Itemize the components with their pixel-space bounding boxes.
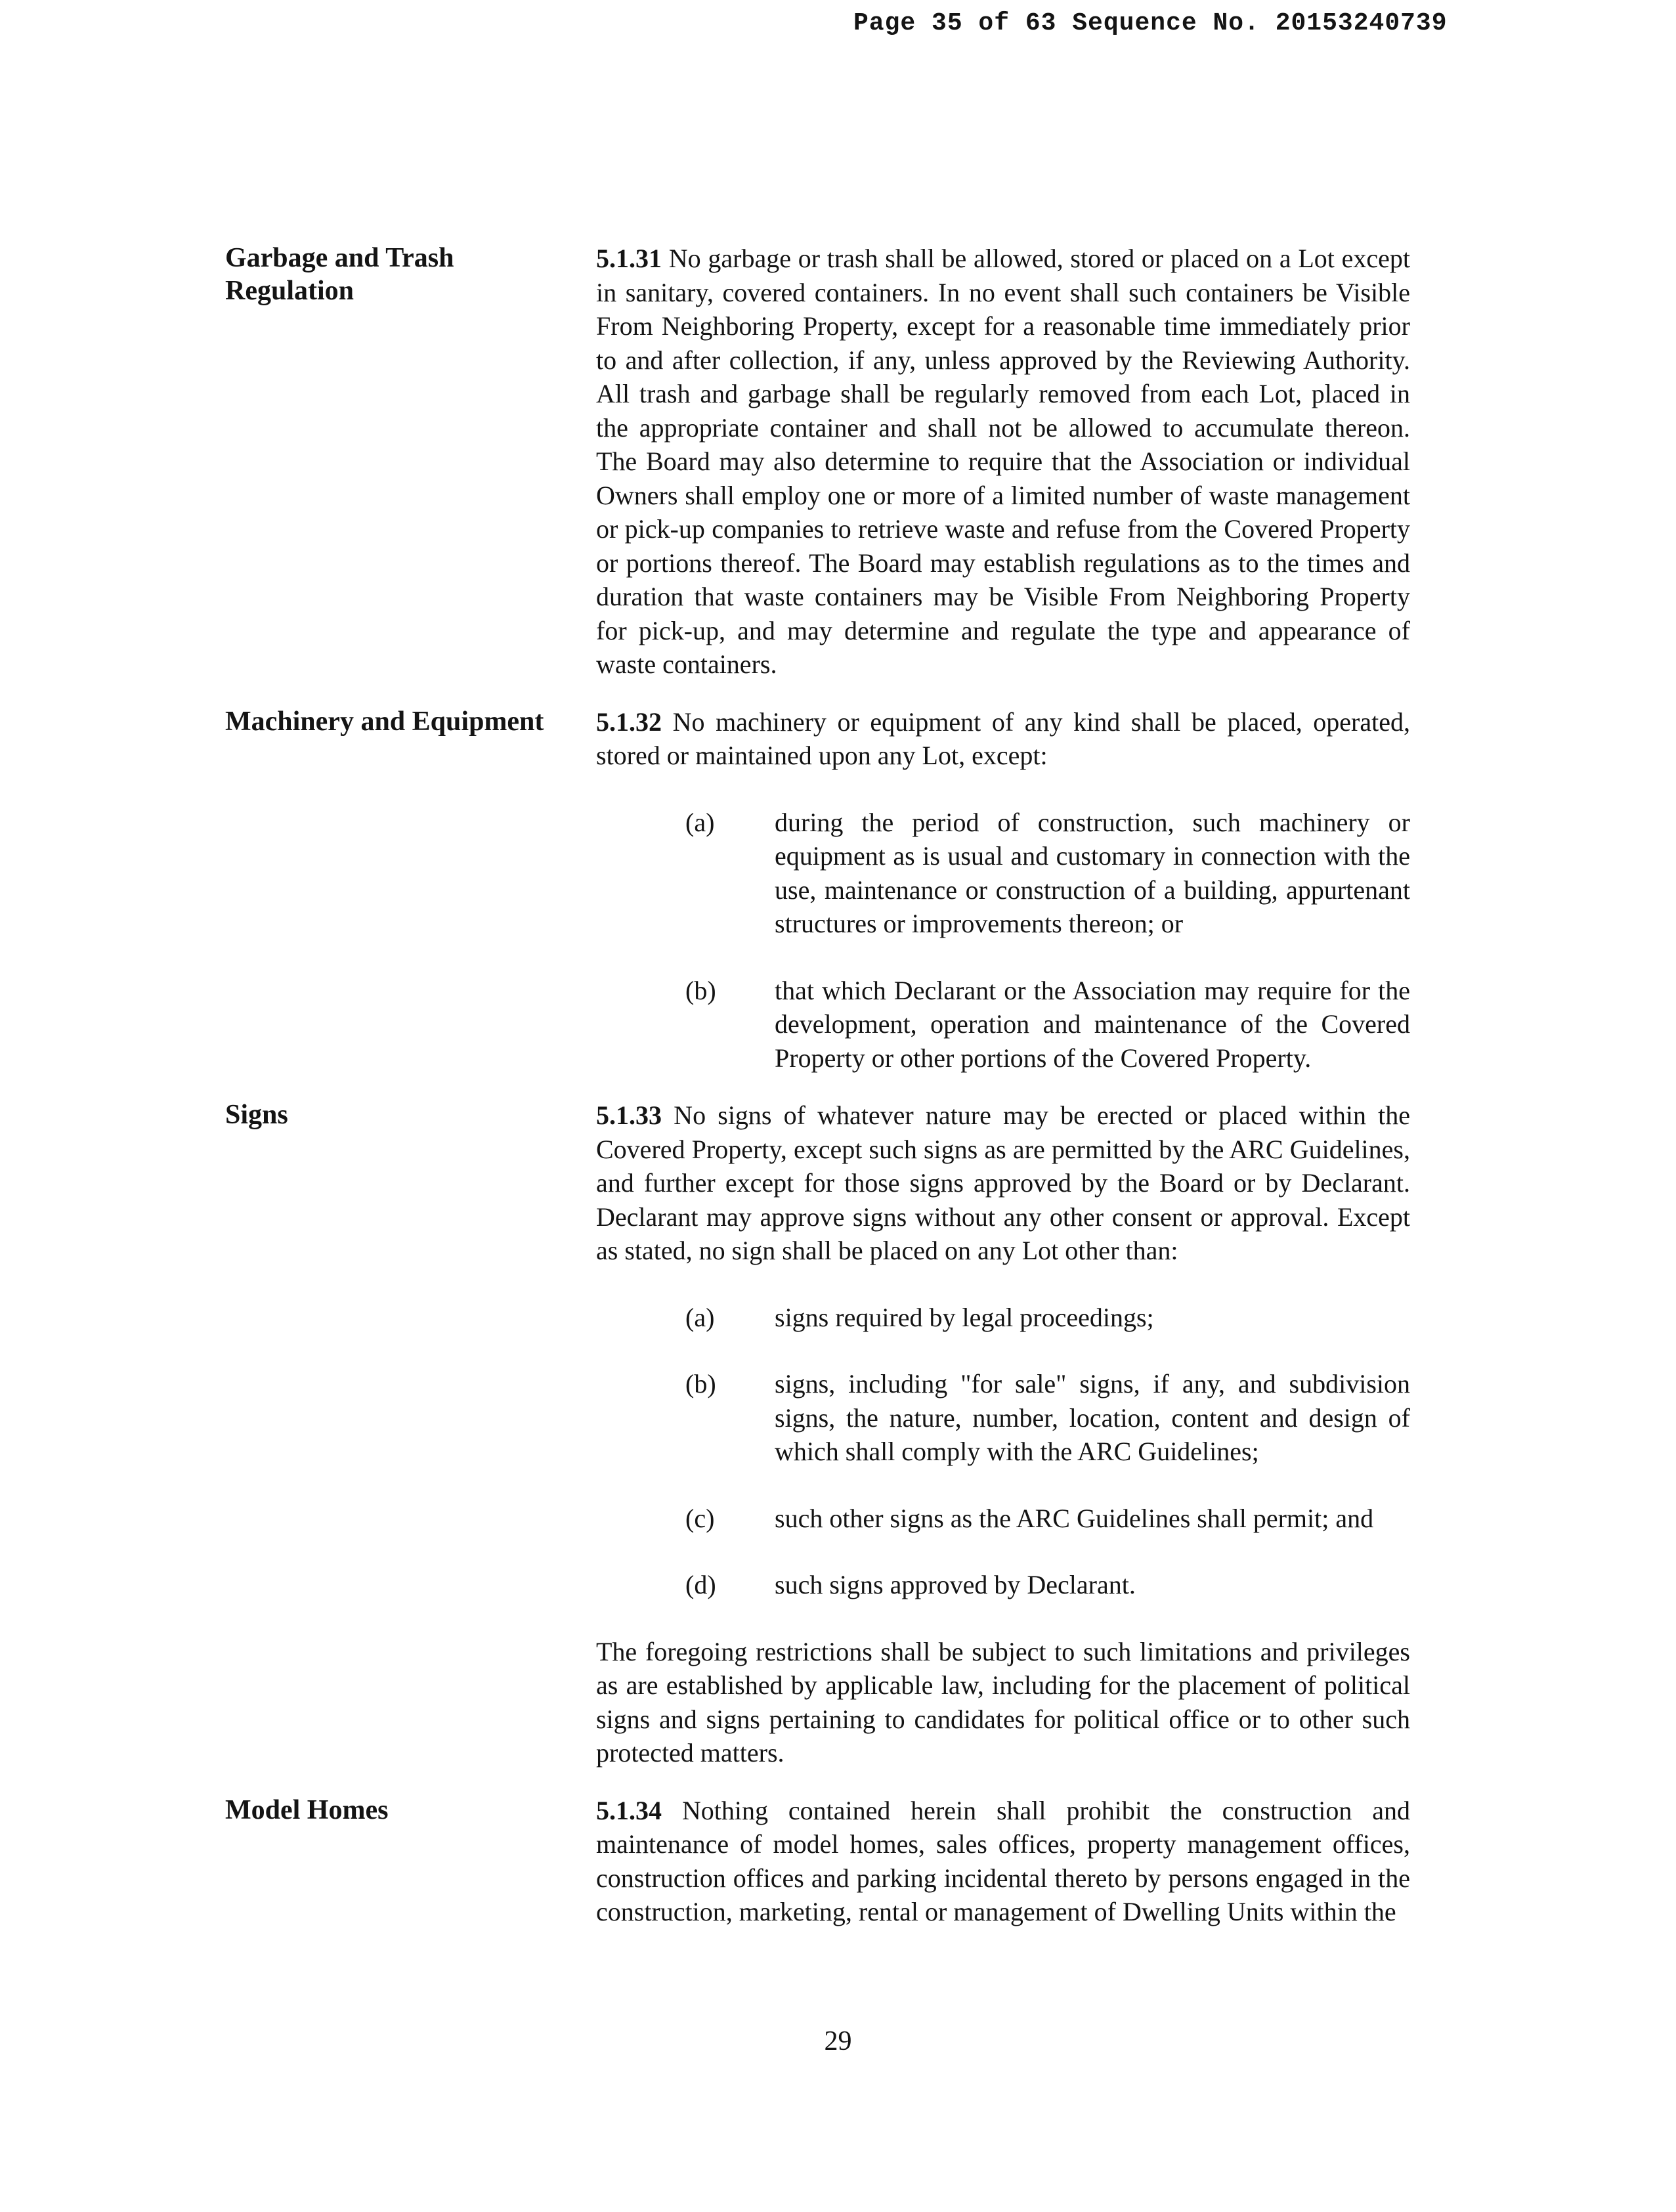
sub-item-list bbox=[596, 806, 1410, 1075]
page-number: 29 bbox=[824, 2026, 852, 2056]
item-label: (b) bbox=[685, 975, 716, 1005]
document-body bbox=[0, 242, 1676, 1953]
list-item bbox=[596, 1301, 1410, 1335]
section-text: No garbage or trash shall be allowed, stored or placed on a Lot except in sanitary, covered containers. In no event shall such containers be Visible From Neighboring Property, except for a reasonable time immediately prior to and after collection, if any, unless approved by the Reviewing Authority. All trash and garbage shall be regularly removed from each Lot, placed in the appropriate container and shall not be allowed to accumulate thereon. The Board may also determine to require that the Association or individual Owners shall employ one or more of a limited number of waste management or pick-up companies to retrieve waste and refuse from the Covered Property or portions thereof. The Board may establish regulations as to the times and duration that waste containers may be Visible From Neighboring Property for pick-up, and may determine and regulate the type and appearance of waste containers. bbox=[596, 244, 1410, 679]
list-item bbox=[596, 974, 1410, 1075]
item-label: (a) bbox=[685, 1302, 715, 1332]
item-label: (d) bbox=[685, 1570, 716, 1599]
section-number: 5.1.31 bbox=[596, 244, 662, 273]
section-number: 5.1.34 bbox=[596, 1795, 662, 1825]
section-signs bbox=[0, 1098, 1676, 1770]
section-paragraph bbox=[596, 1794, 1410, 1929]
item-label: (b) bbox=[685, 1369, 716, 1399]
item-text: signs required by legal proceedings; bbox=[775, 1302, 1154, 1332]
section-heading: Signs bbox=[225, 1100, 288, 1130]
item-text: signs, including "for sale" signs, if any, and subdivision signs, the nature, number, location, content and design of which shall comply with the ARC Guidelines; bbox=[775, 1369, 1410, 1466]
section-machinery-equipment bbox=[0, 705, 1676, 1075]
section-heading: Model Homes bbox=[225, 1794, 389, 1825]
item-text: during the period of construction, such machinery or equipment as is usual and customary in connection with the use, maintenance or construction of a building, appurtenant structures or improvements thereon; or bbox=[775, 807, 1410, 938]
section-paragraph bbox=[596, 1098, 1410, 1268]
section-number: 5.1.32 bbox=[596, 706, 662, 737]
section-tail-paragraph: The foregoing restrictions shall be subject to such limitations and privileges as are established by applicable law, including for the placement of political signs and signs pertaining to candidates for political office or to other such protected matters. bbox=[596, 1636, 1410, 1767]
section-text: Nothing contained herein shall prohibit the construction and maintenance of model homes, sales offices, property management offices, construction offices and parking incidental thereto by persons engaged in the construction, marketing, rental or management of Dwelling Units within the bbox=[596, 1795, 1410, 1926]
section-text: No machinery or equipment of any kind shall be placed, operated, stored or maintained upon any Lot, except: bbox=[596, 706, 1410, 770]
item-label: (a) bbox=[685, 807, 715, 837]
item-text: that which Declarant or the Association may require for the development, operation and maintenance of the Covered Property or other portions of the Covered Property. bbox=[775, 975, 1410, 1073]
section-number: 5.1.33 bbox=[596, 1100, 662, 1130]
sub-item-list bbox=[596, 1301, 1410, 1602]
section-heading: Machinery and Equipment bbox=[225, 706, 544, 737]
item-text: such signs approved by Declarant. bbox=[775, 1570, 1136, 1599]
section-model-homes bbox=[0, 1794, 1676, 1929]
list-item bbox=[596, 1502, 1410, 1536]
list-item bbox=[596, 1367, 1410, 1469]
list-item bbox=[596, 1568, 1410, 1602]
section-garbage-trash bbox=[0, 242, 1676, 682]
page-header: Page 35 of 63 Sequence No. 20153240739 bbox=[853, 9, 1448, 37]
section-heading: Garbage and Trash Regulation bbox=[225, 243, 454, 306]
item-label: (c) bbox=[685, 1503, 715, 1533]
item-text: such other signs as the ARC Guidelines shall permit; and bbox=[775, 1503, 1374, 1533]
section-text: No signs of whatever nature may be erected or placed within the Covered Property, except such signs as are permitted by the ARC Guidelines, and further except for those signs approved by the Board or by Declarant. Declarant may approve signs without any other consent or approval. Except as stated, no sign shall be placed on any Lot other than: bbox=[596, 1100, 1410, 1265]
section-paragraph bbox=[596, 242, 1410, 682]
list-item bbox=[596, 806, 1410, 941]
section-paragraph bbox=[596, 705, 1410, 773]
